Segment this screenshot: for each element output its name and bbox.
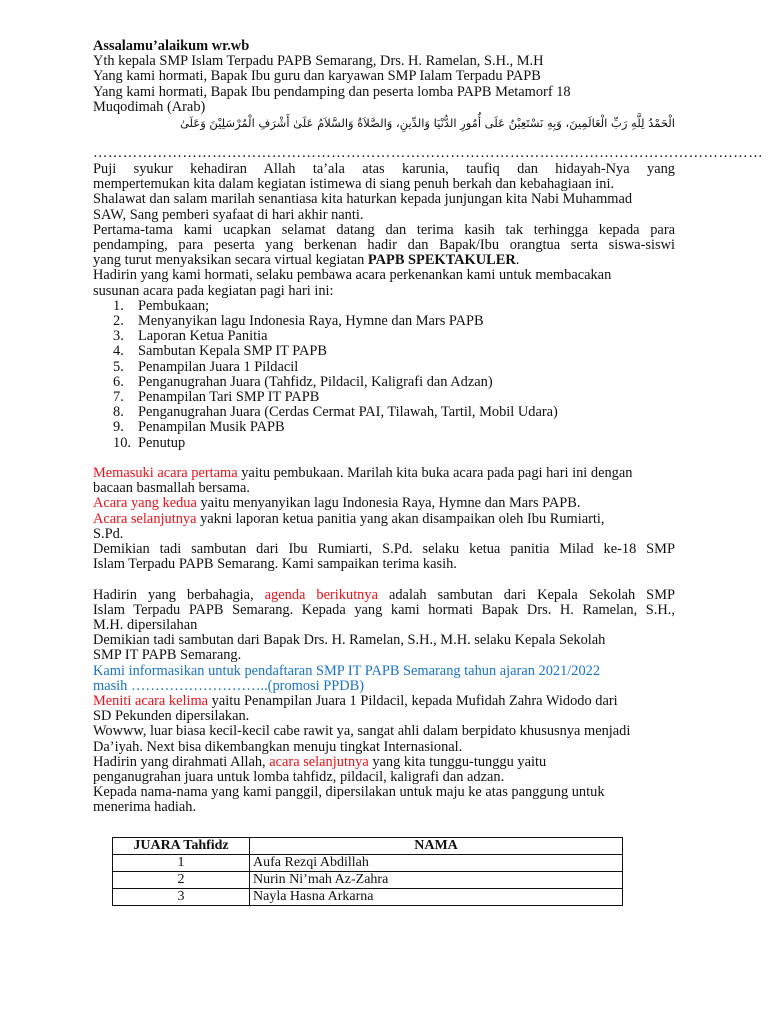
rank-cell: 2 <box>113 872 250 889</box>
section-5-line-3: M.H. dipersilahan <box>93 616 198 633</box>
opening-p1-line-2: mempertemukan kita dalam kegiatan istimewa di siang penuh berkah dan kebahagiaan ini. <box>93 176 615 193</box>
section-9-line-2: Da’iyah. Next bisa dikembangkan menuju tingkat Internasional. <box>93 738 463 755</box>
header-juara: JUARA Tahfidz <box>113 838 250 855</box>
list-text: Penganugrahan Juara (Cerdas Cermat PAI, Tilawah, Tartil, Mobil Udara) <box>138 404 558 421</box>
list-number: 8. <box>113 404 124 421</box>
list-number: 5. <box>113 358 124 375</box>
opening-p3-line-3 <box>93 253 675 268</box>
list-item <box>113 419 675 436</box>
section-3-text: yakni laporan ketua panitia yang akan disampaikan oleh Ibu Rumiarti, <box>196 510 605 527</box>
opening-p3-line-1: Pertama-tama kami ucapkan selamat datang dan terima kasih tak terhingga kepada para <box>93 221 675 238</box>
list-item <box>113 313 675 330</box>
spacer <box>93 451 675 466</box>
list-text: Sambutan Kepala SMP IT PAPB <box>138 343 327 360</box>
list-item <box>113 388 675 405</box>
opening-p2-line-1: Shalawat dan salam marilah senantiasa kita haturkan kepada junjungan kita Nabi Muhammad <box>93 191 633 208</box>
section-3-line-2: S.Pd. <box>93 525 124 542</box>
list-text: Penutup <box>138 434 186 451</box>
table-header-row <box>113 838 623 855</box>
list-text: Laporan Ketua Panitia <box>138 328 268 345</box>
muqodimah-label: Muqodimah (Arab) <box>93 98 206 115</box>
dotted-separator: ……………………………………………………………………………………………………………………… <box>93 145 764 162</box>
table-row <box>113 872 623 889</box>
highlight-acara-pertama: Memasuki acara pertama <box>93 464 238 481</box>
list-item <box>113 404 675 421</box>
list-item <box>113 343 675 360</box>
section-10-line-1 <box>93 755 675 770</box>
list-item <box>113 373 675 390</box>
document-page <box>93 38 764 816</box>
name-cell: Aufa Rezqi Abdillah <box>250 855 623 872</box>
event-name: PAPB SPEKTAKULER <box>367 252 516 269</box>
name-cell: Nurin Ni’mah Az-Zahra <box>250 872 623 889</box>
section-1-text: yaitu pembukaan. Marilah kita buka acara pada pagi hari ini dengan <box>237 464 633 481</box>
section-11-line-2: menerima hadiah. <box>93 799 197 816</box>
section-5-pre: Hadirin yang berbahagia, <box>93 586 265 603</box>
section-5-text: adalah sambutan dari Kepala Sekolah SMP <box>377 586 675 603</box>
ppdb-info-line-1: Kami informasikan untuk pendaftaran SMP IT PAPB Semarang tahun ajaran 2021/2022 <box>93 662 601 679</box>
opening-p4-line-2: susunan acara pada kegiatan pagi hari ini: <box>93 282 334 299</box>
opening-p3-line-3-end: . <box>515 252 520 269</box>
list-text: Penampilan Musik PAPB <box>138 419 285 436</box>
highlight-acara-kedua: Acara yang kedua <box>93 495 197 512</box>
ppdb-info-line-2: masih ………………………..(promosi PPDB) <box>93 677 365 694</box>
name-cell: Nayla Hasna Arkarna <box>250 889 623 906</box>
salutation-line-2: Yang kami hormati, Bapak Ibu guru dan karyawan SMP Ialam Terpadu PAPB <box>93 68 541 85</box>
section-5-line-2: Islam Terpadu PAPB Semarang. Kepada yang kami hormati Bapak Drs. H. Ramelan, S.H., <box>93 601 675 618</box>
section-2-text: yaitu menyanyikan lagu Indonesia Raya, Hymne dan Mars PAPB. <box>196 495 581 512</box>
list-item <box>113 434 675 451</box>
section-8-text: yaitu Penampilan Juara 1 Pildacil, kepada Mufidah Zahra Widodo dari <box>208 692 618 709</box>
highlight-acara-selanjutnya-2: acara selanjutnya <box>269 753 369 770</box>
opening-p3-line-2: pendamping, para peserta yang berkenan hadir dan Bapak/Ibu orangtua serta siswa-siswi <box>93 237 675 254</box>
spacer <box>93 572 675 587</box>
section-10-text: yang kita tunggu-tunggu yaitu <box>368 753 547 770</box>
highlight-acara-kelima: Meniti acara kelima <box>93 692 209 709</box>
section-8-line-2: SD Pekunden dipersilakan. <box>93 708 250 725</box>
list-text: Pembukaan; <box>138 297 210 314</box>
section-9-line-1: Wowww, luar biasa kecil-kecil cabe rawit ya, sangat ahli dalam berpidato khususnya menjadi <box>93 723 631 740</box>
list-number: 2. <box>113 313 124 330</box>
section-11-line-1: Kepada nama-nama yang kami panggil, dipersilakan untuk maju ke atas panggung untuk <box>93 784 605 801</box>
section-6-line-2: SMP IT PAPB Semarang. <box>93 647 242 664</box>
salutation-line-1: Yth kepala SMP Islam Terpadu PAPB Semarang, Drs. H. Ramelan, S.H., M.H <box>93 53 544 70</box>
opening-p4-line-1: Hadirin yang kami hormati, selaku pembawa acara perkenankan kami untuk membacakan <box>93 267 612 284</box>
greeting: Assalamu’alaikum wr.wb <box>93 38 250 54</box>
list-item <box>113 297 675 314</box>
list-number: 10. <box>113 434 131 451</box>
section-10-line-2: penganugrahan juara untuk lomba tahfidz, pildacil, kaligrafi dan adzan. <box>93 768 505 785</box>
section-8-line-1 <box>93 694 675 709</box>
header-nama: NAMA <box>250 838 623 855</box>
table-row <box>113 855 623 872</box>
list-number: 6. <box>113 373 124 390</box>
opening-paragraph-1 <box>93 162 675 192</box>
highlight-agenda-berikutnya: agenda berikutnya <box>264 586 378 603</box>
list-number: 3. <box>113 328 124 345</box>
list-number: 9. <box>113 419 124 436</box>
opening-p2-line-2: SAW, Sang pemberi syafaat di hari akhir nanti. <box>93 206 364 223</box>
tahfidz-winners-table <box>112 837 623 906</box>
salutation-line-3: Yang kami hormati, Bapak Ibu pendamping dan peserta lomba PAPB Metamorf 18 <box>93 83 571 100</box>
highlight-acara-selanjutnya: Acara selanjutnya <box>93 510 197 527</box>
list-item <box>113 358 675 375</box>
agenda-list <box>93 299 675 451</box>
rank-cell: 1 <box>113 855 250 872</box>
list-text: Menyanyikan lagu Indonesia Raya, Hymne dan Mars PAPB <box>138 313 484 330</box>
section-6-line-1: Demikian tadi sambutan dari Bapak Drs. H. Ramelan, S.H., M.H. selaku Kepala Sekolah <box>93 632 606 649</box>
section-1-line-2: bacaan basmallah bersama. <box>93 480 251 497</box>
opening-p3-line-3-text: yang turut menyaksikan secara virtual kegiatan <box>93 252 368 269</box>
list-text: Penganugrahan Juara (Tahfidz, Pildacil, Kaligrafi dan Adzan) <box>138 373 493 390</box>
section-2-line-1 <box>93 496 675 511</box>
table-row <box>113 889 623 906</box>
rank-cell: 3 <box>113 889 250 906</box>
list-number: 4. <box>113 343 124 360</box>
section-5-line-1 <box>93 588 675 603</box>
section-10-pre: Hadirin yang dirahmati Allah, <box>93 753 270 770</box>
section-3-line-1 <box>93 512 675 527</box>
section-4-line-1: Demikian tadi sambutan dari Ibu Rumiarti, S.Pd. selaku ketua panitia Milad ke-18 SMP <box>93 540 675 557</box>
opening-p1-line-1: Puji syukur kehadiran Allah ta’ala atas karunia, taufiq dan hidayah-Nya yang <box>93 161 675 178</box>
section-1-line-1 <box>93 466 675 481</box>
list-item <box>113 328 675 345</box>
list-text: Penampilan Juara 1 Pildacil <box>138 358 299 375</box>
list-number: 1. <box>113 297 124 314</box>
arabic-muqodimah: الْحَمْدُ لِلَّهِ رَبِّ الْعَالَمِينَ، وَبِهِ نَسْتَعِيْنُ عَلَى أُمُورِ الدُّنْيَا وَالدِّينِ، وَالصَّلاَةُ وَالسَّلاَمُ عَلَىٰ أَشْرَفِ الْمُرْسَلِيْنَ وَعَلَىٰ <box>179 116 675 131</box>
list-text: Penampilan Tari SMP IT PAPB <box>138 388 320 405</box>
list-number: 7. <box>113 388 124 405</box>
section-4-line-2: Islam Terpadu PAPB Semarang. Kami sampaikan terima kasih. <box>93 556 457 573</box>
